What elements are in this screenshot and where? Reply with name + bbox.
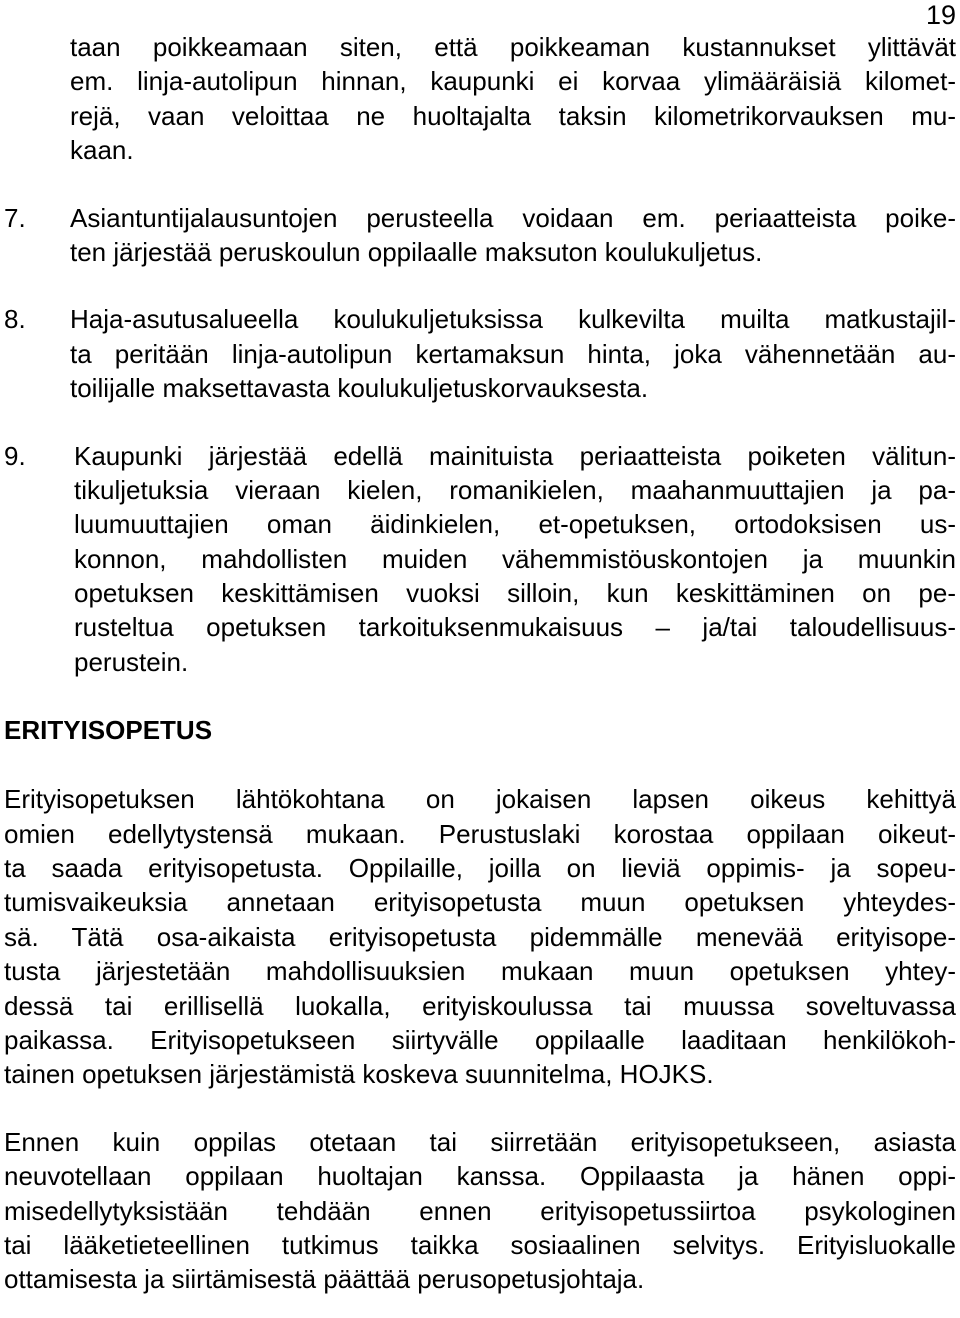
text-line: omien edellytystensä mukaan. Perustuslaki korostaa oppilaan oikeut- (4, 818, 956, 849)
text-line: tai lääketieteellinen tutkimus taikka sosiaalinen selvitys. Erityisluokalle (4, 1229, 956, 1260)
text-line: toilijalle maksettavasta koulukuljetuskorvauksesta. (70, 373, 649, 404)
text-line: misedellytyksistään tehdään ennen erityisopetussiirtoa psykologinen (4, 1195, 956, 1226)
text-line: Erityisopetuksen lähtökohtana on jokaisen lapsen oikeus kehittyä (4, 784, 956, 815)
text-line: tusta järjestetään mahdollisuuksien mukaan muun opetuksen yhtey- (4, 956, 956, 987)
text-line: Haja-asutusalueella koulukuljetuksissa kulkevilta muilta matkustajil- (70, 304, 956, 335)
text-line: ten järjestää peruskoulun oppilaalle maksuton koulukuljetus. (70, 236, 763, 267)
text-line: opetuksen keskittämisen vuoksi silloin, kun keskittäminen on pe- (74, 578, 956, 609)
continuation-paragraph (4, 30, 956, 168)
text-line: Ennen kuin oppilas otetaan tai siirretään erityisopetukseen, asiasta (4, 1126, 956, 1157)
text-line: ta saada erityisopetusta. Oppilaille, joilla on lieviä oppimis- ja sopeu- (4, 853, 956, 884)
text-line: tainen opetuksen järjestämistä koskeva suunnitelma, HOJKS. (4, 1059, 714, 1090)
text-line: kaan. (70, 135, 134, 166)
text-line: tikuljetuksia vieraan kielen, romanikielen, maahanmuuttajien ja pa- (74, 474, 956, 505)
list-item-number: 9. (4, 440, 26, 471)
text-line: ta peritään linja-autolipun kertamaksun hinta, joka vähennetään au- (70, 338, 956, 369)
text-line: luumuuttajien oman äidinkielen, et-opetuksen, ortodoksisen us- (74, 509, 956, 540)
text-line: Asiantuntijalausuntojen perusteella voidaan em. periaatteista poike- (70, 202, 956, 233)
text-line: ottamisesta ja siirtämisestä päättää perusopetusjohtaja. (4, 1264, 645, 1295)
text-line: konnon, mahdollisten muiden vähemmistöuskontojen ja muunkin (74, 543, 956, 574)
section-heading: ERITYISOPETUS (4, 715, 213, 746)
list-item-8 (4, 302, 956, 405)
list-item-number: 7. (4, 202, 26, 233)
text-line: tumisvaikeuksia annetaan erityisopetusta muun opetuksen yhteydes- (4, 887, 956, 918)
list-item-9 (4, 439, 956, 680)
text-line: perustein. (74, 646, 189, 677)
text-line: paikassa. Erityisopetukseen siirtyvälle oppilaalle laaditaan henkilökoh- (4, 1024, 956, 1055)
list-item-number: 8. (4, 304, 26, 335)
text-line: sä. Tätä osa-aikaista erityisopetusta pidemmälle menevää erityisope- (4, 921, 956, 952)
text-line: taan poikkeamaan siten, että poikkeaman kustannukset ylittävät (70, 32, 956, 62)
text-line: Kaupunki järjestää edellä mainituista periaatteista poiketen välitun- (74, 440, 956, 471)
page-number: 19 (925, 0, 956, 30)
text-line: dessä tai erillisellä luokalla, erityiskoulussa tai muussa soveltuvassa (4, 990, 956, 1021)
text-line: rejä, vaan veloittaa ne huoltajalta taksin kilometrikorvauksen mu- (70, 100, 956, 131)
text-line: neuvotellaan oppilaan huoltajan kanssa. Oppilaasta ja hänen oppi- (4, 1161, 956, 1192)
list-item-7 (4, 201, 956, 270)
text-line: rusteltua opetuksen tarkoituksenmukaisuus – ja/tai taloudellisuus- (74, 612, 956, 643)
paragraph-1 (4, 782, 956, 1092)
text-line: em. linja-autolipun hinnan, kaupunki ei korvaa ylimääräisiä kilomet- (70, 66, 956, 97)
document-body (4, 30, 956, 1297)
paragraph-2 (4, 1125, 956, 1297)
